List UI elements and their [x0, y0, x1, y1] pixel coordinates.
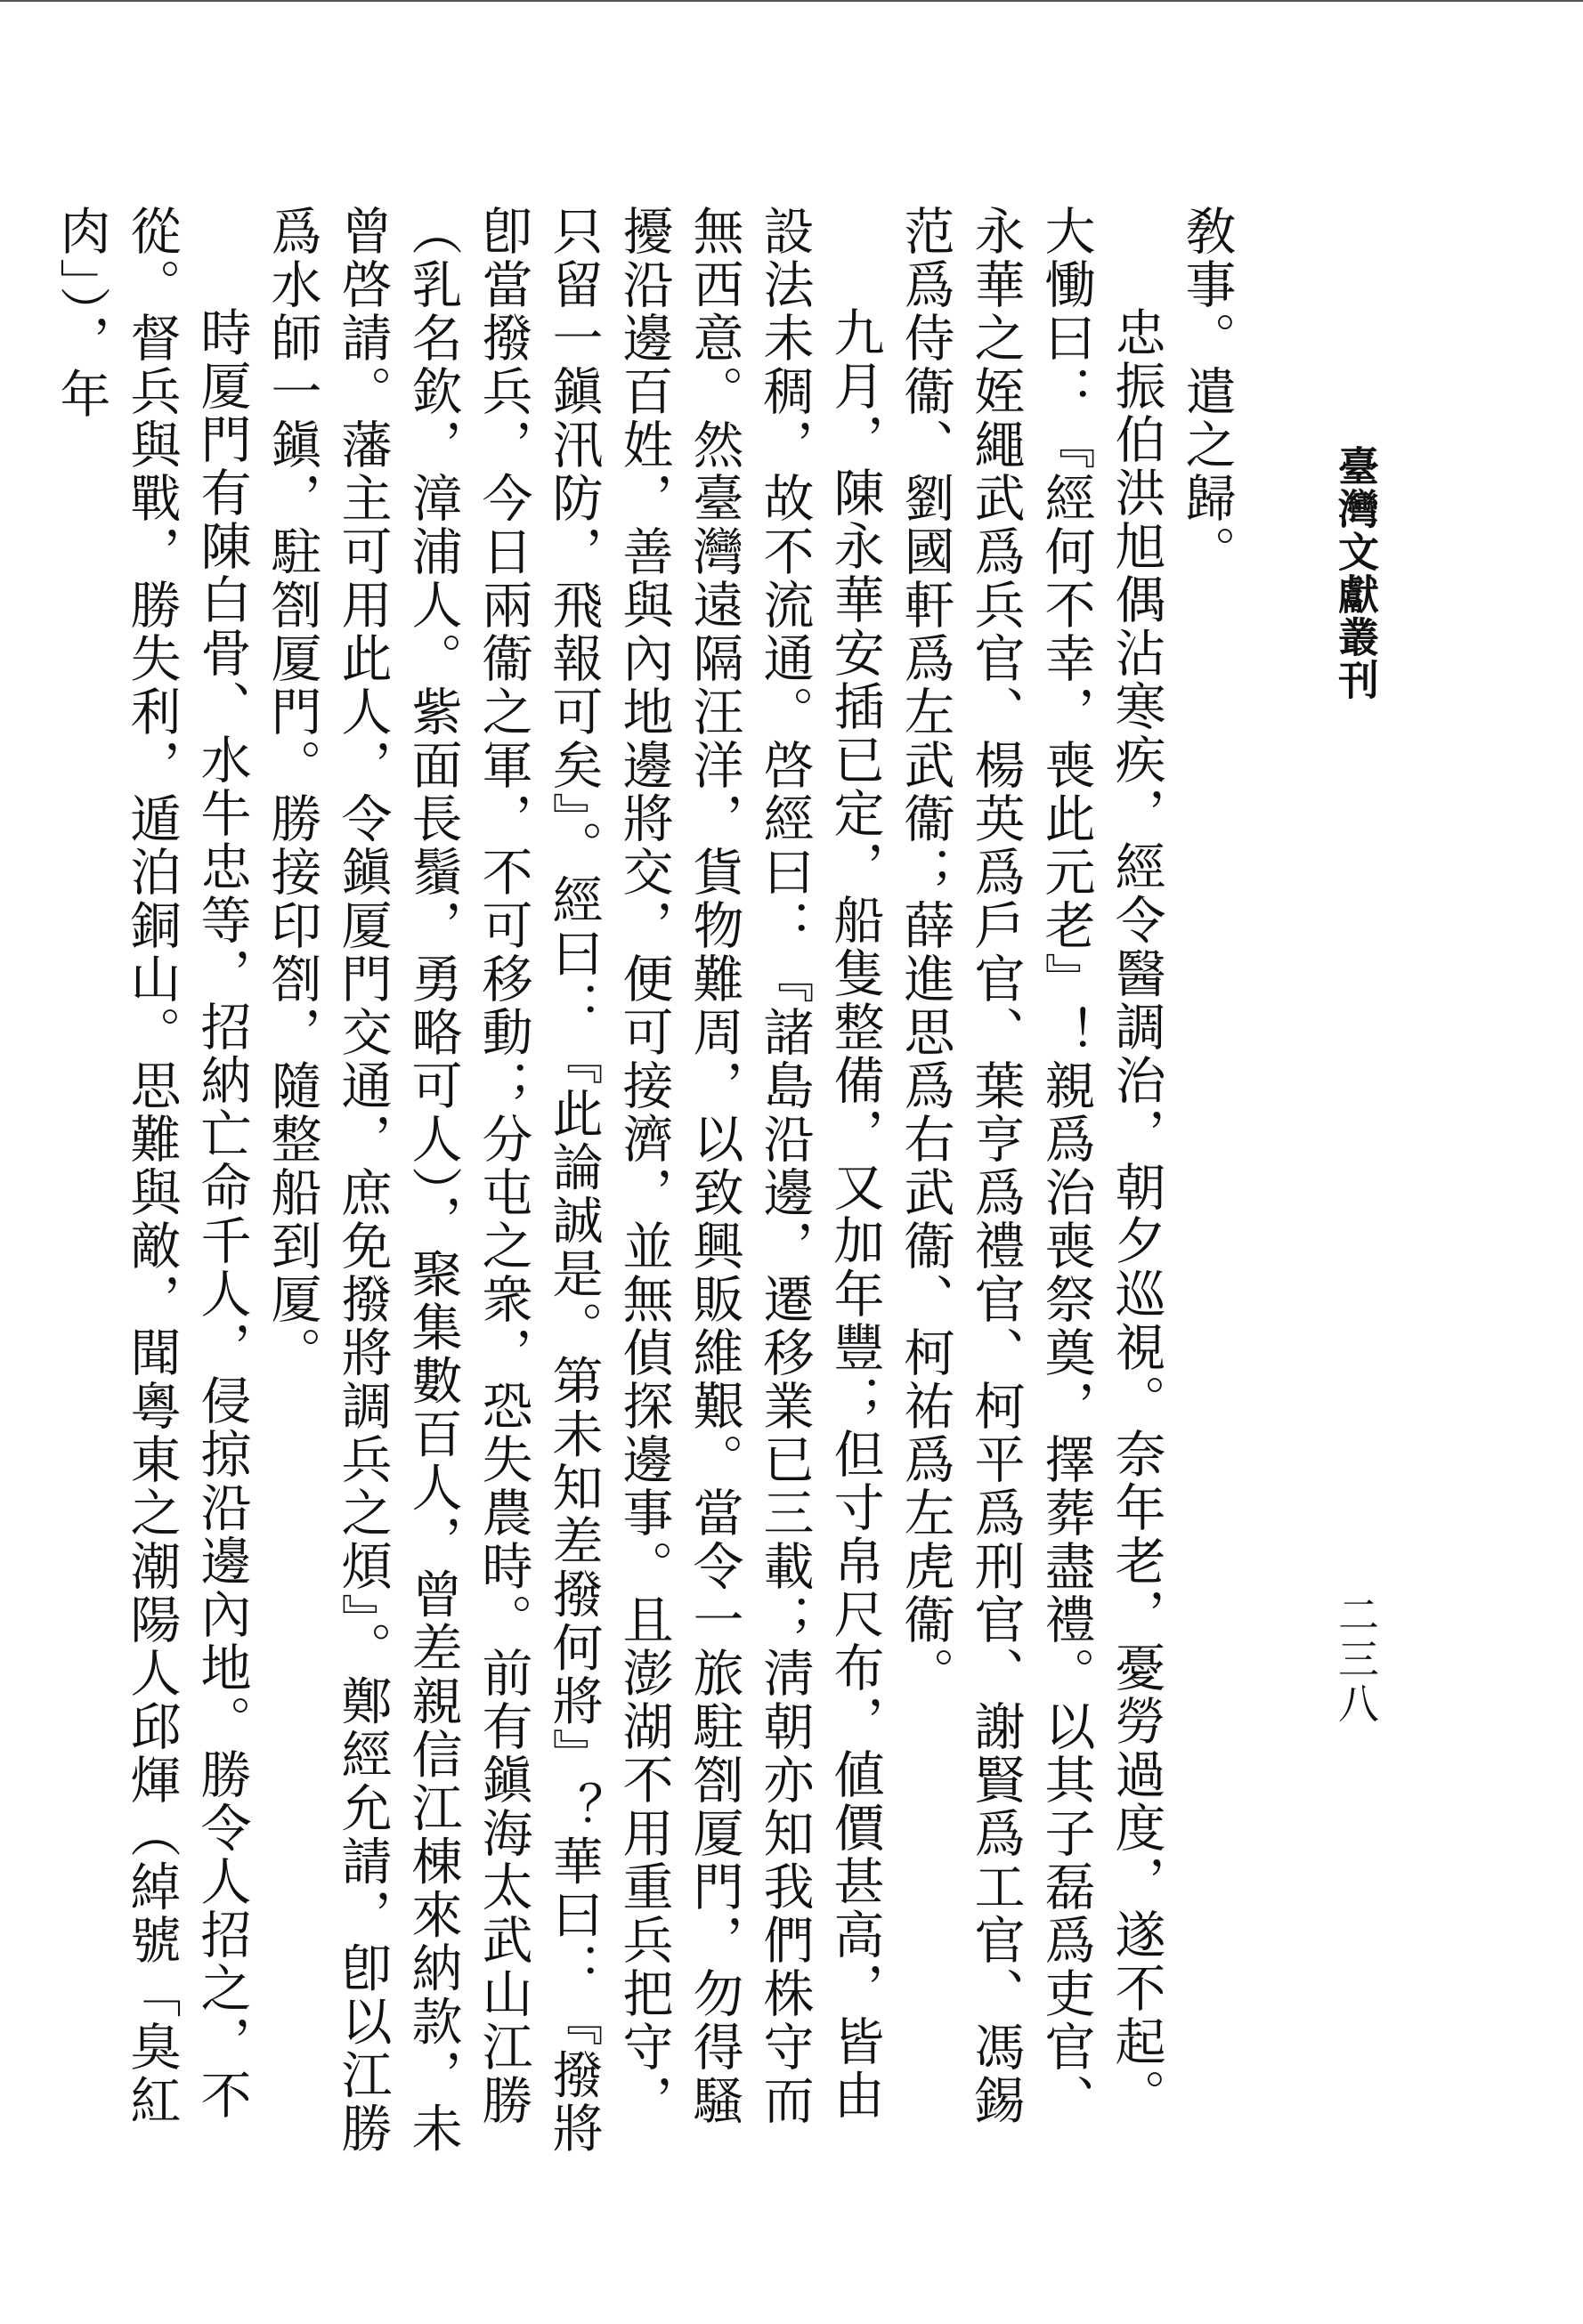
top-rule: [0, 0, 1583, 2]
running-title: 臺灣文獻叢刊: [1332, 445, 1380, 701]
vertical-text-body: [52, 205, 1241, 2172]
paragraph: 九月，陳永華安插已定，船隻整備，又加年豐；但寸帛尺布，値價甚高，皆由設法未稠，故不流通。啓經曰：『諸島沿邊，遷移業已三載；淸朝亦知我們株守而無西意。然臺灣遠隔汪洋，貨物難周，以致興販維艱。當令一旅駐劄厦門，勿得騷擾沿邊百姓，善與內地邊將交，便可接濟，並無偵探邊事。且澎湖不用重兵把守，只留一鎭汛防，飛報可矣』。經曰：『此論誠是。第未知差撥何將』？華曰：『撥將卽當撥兵，今日兩衞之軍，不可移動；分屯之衆，恐失農時。前有鎭海太武山江勝（乳名欽，漳浦人。紫面長鬚，勇略可人），聚集數百人，曾差親信江棟來納款，未曾啓請。藩主可用此人，令鎭厦門交通，庶免撥將調兵之煩』。鄭經允請，卽以江勝爲水師一鎭，駐劄厦門。勝接印劄，隨整船到厦。: [263, 205, 884, 2156]
paragraph: 忠振伯洪旭偶沾寒疾，經令醫調治，朝夕巡視。奈年老，憂勞過度，遂不起。大慟曰：『經何不幸，喪此元老』！親爲治喪祭奠，擇葬盡禮。以其子磊爲吏官、永華之姪繩武爲兵官、楊英爲戶官、葉亨爲禮官、柯平爲刑官、謝賢爲工官、馮錫范爲侍衞、劉國軒爲左武衞；薛進思爲右武衞、柯祐爲左虎衞。: [896, 205, 1165, 2127]
paragraph-continuation: 敎事。遣之歸。: [1177, 205, 1236, 579]
paragraph: 時厦門有陳白骨、水牛忠等，招納亡命千人，侵掠沿邊內地。勝令人招之，不從。督兵與戰，勝失利，遁泊銅山。思難與敵，聞粵東之潮陽人邱煇（綽號「臭紅肉」），年: [52, 205, 251, 2127]
page-number: 二三八: [1332, 1593, 1380, 1727]
